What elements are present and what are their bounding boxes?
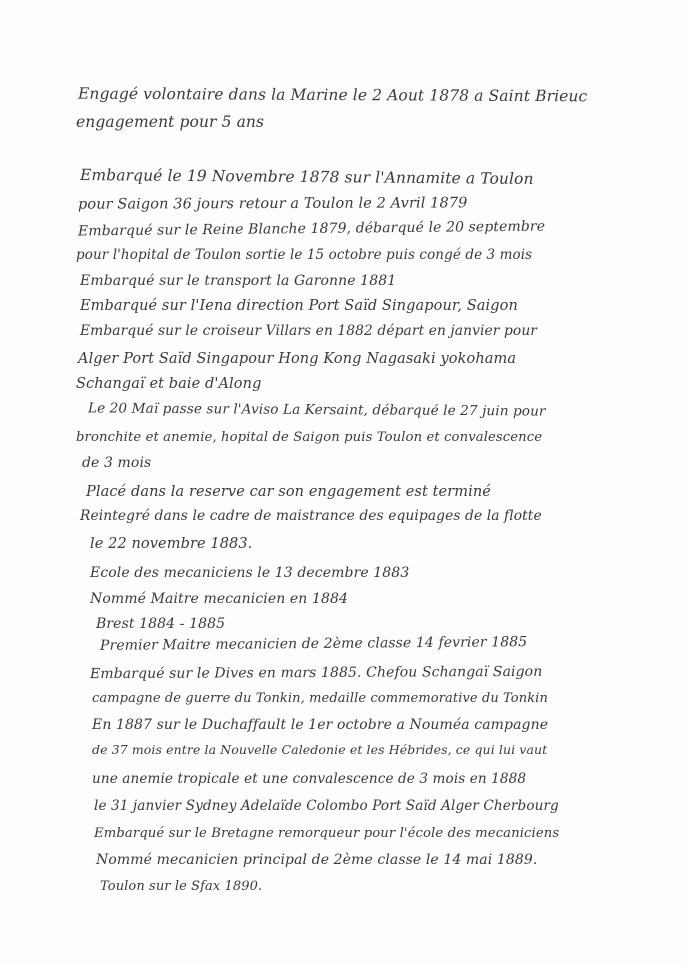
text-line: Engagé volontaire dans la Marine le 2 Aout 1878 a Saint Brieuc [77, 84, 588, 106]
text-line: campagne de guerre du Tonkin, medaille commemorative du Tonkin [92, 691, 548, 706]
text-line: Embarqué sur le Reine Blanche 1879, débarqué le 20 septembre [77, 218, 546, 240]
text-line: Embarqué sur l'Iena direction Port Saïd Singapour, Saigon [80, 298, 518, 314]
text-line: une anemie tropicale et une convalescence de 3 mois en 1888 [92, 771, 527, 787]
text-line: Schangaï et baie d'Along [76, 376, 262, 392]
text-line: pour Saigon 36 jours retour a Toulon le 2 Avril 1879 [77, 195, 468, 213]
text-line: Premier Maitre mecanicien de 2ème classe 14 fevrier 1885 [99, 634, 528, 654]
text-line: Nommé Maitre mecanicien en 1884 [90, 591, 348, 607]
text-line: Embarqué sur le croiseur Villars en 1882 départ en janvier pour [80, 323, 537, 339]
text-line: Toulon sur le Sfax 1890. [100, 879, 263, 894]
text-line: Le 20 Maï passe sur l'Aviso La Kersaint, débarqué le 27 juin pour [87, 400, 546, 420]
text-line: de 3 mois [82, 455, 152, 471]
text-line: En 1887 sur le Duchaffault le 1er octobre a Nouméa campagne [92, 717, 549, 733]
text-line: Embarqué sur le Dives en mars 1885. Chefou Schangaï Saigon [89, 663, 543, 683]
text-line: Embarqué sur le transport la Garonne 1881 [80, 273, 397, 289]
text-line: le 22 novembre 1883. [90, 536, 253, 552]
text-line: Embarqué sur le Bretagne remorqueur pour l'école des mecaniciens [94, 826, 560, 841]
text-line: engagement pour 5 ans [76, 113, 265, 131]
text-line: Brest 1884 - 1885 [96, 616, 226, 632]
text-line: Ecole des mecaniciens le 13 decembre 1883 [90, 565, 410, 581]
text-line: Reintegré dans le cadre de maistrance des equipages de la flotte [80, 508, 542, 524]
text-line: pour l'hopital de Toulon sortie le 15 octobre puis congé de 3 mois [76, 247, 533, 263]
text-line: le 31 janvier Sydney Adelaïde Colombo Port Saïd Alger Cherbourg [94, 798, 559, 814]
text-line: Placé dans la reserve car son engagement est terminé [86, 484, 491, 500]
text-line: Embarqué le 19 Novembre 1878 sur l'Annamite a Toulon [79, 166, 534, 188]
text-line: bronchite et anemie, hopital de Saigon puis Toulon et convalescence [76, 430, 543, 445]
text-line: Nommé mecanicien principal de 2ème classe le 14 mai 1889. [96, 852, 538, 868]
text-line: de 37 mois entre la Nouvelle Caledonie et les Hébrides, ce qui lui vaut [92, 742, 548, 757]
text-line: Alger Port Saïd Singapour Hong Kong Nagasaki yokohama [78, 351, 517, 367]
